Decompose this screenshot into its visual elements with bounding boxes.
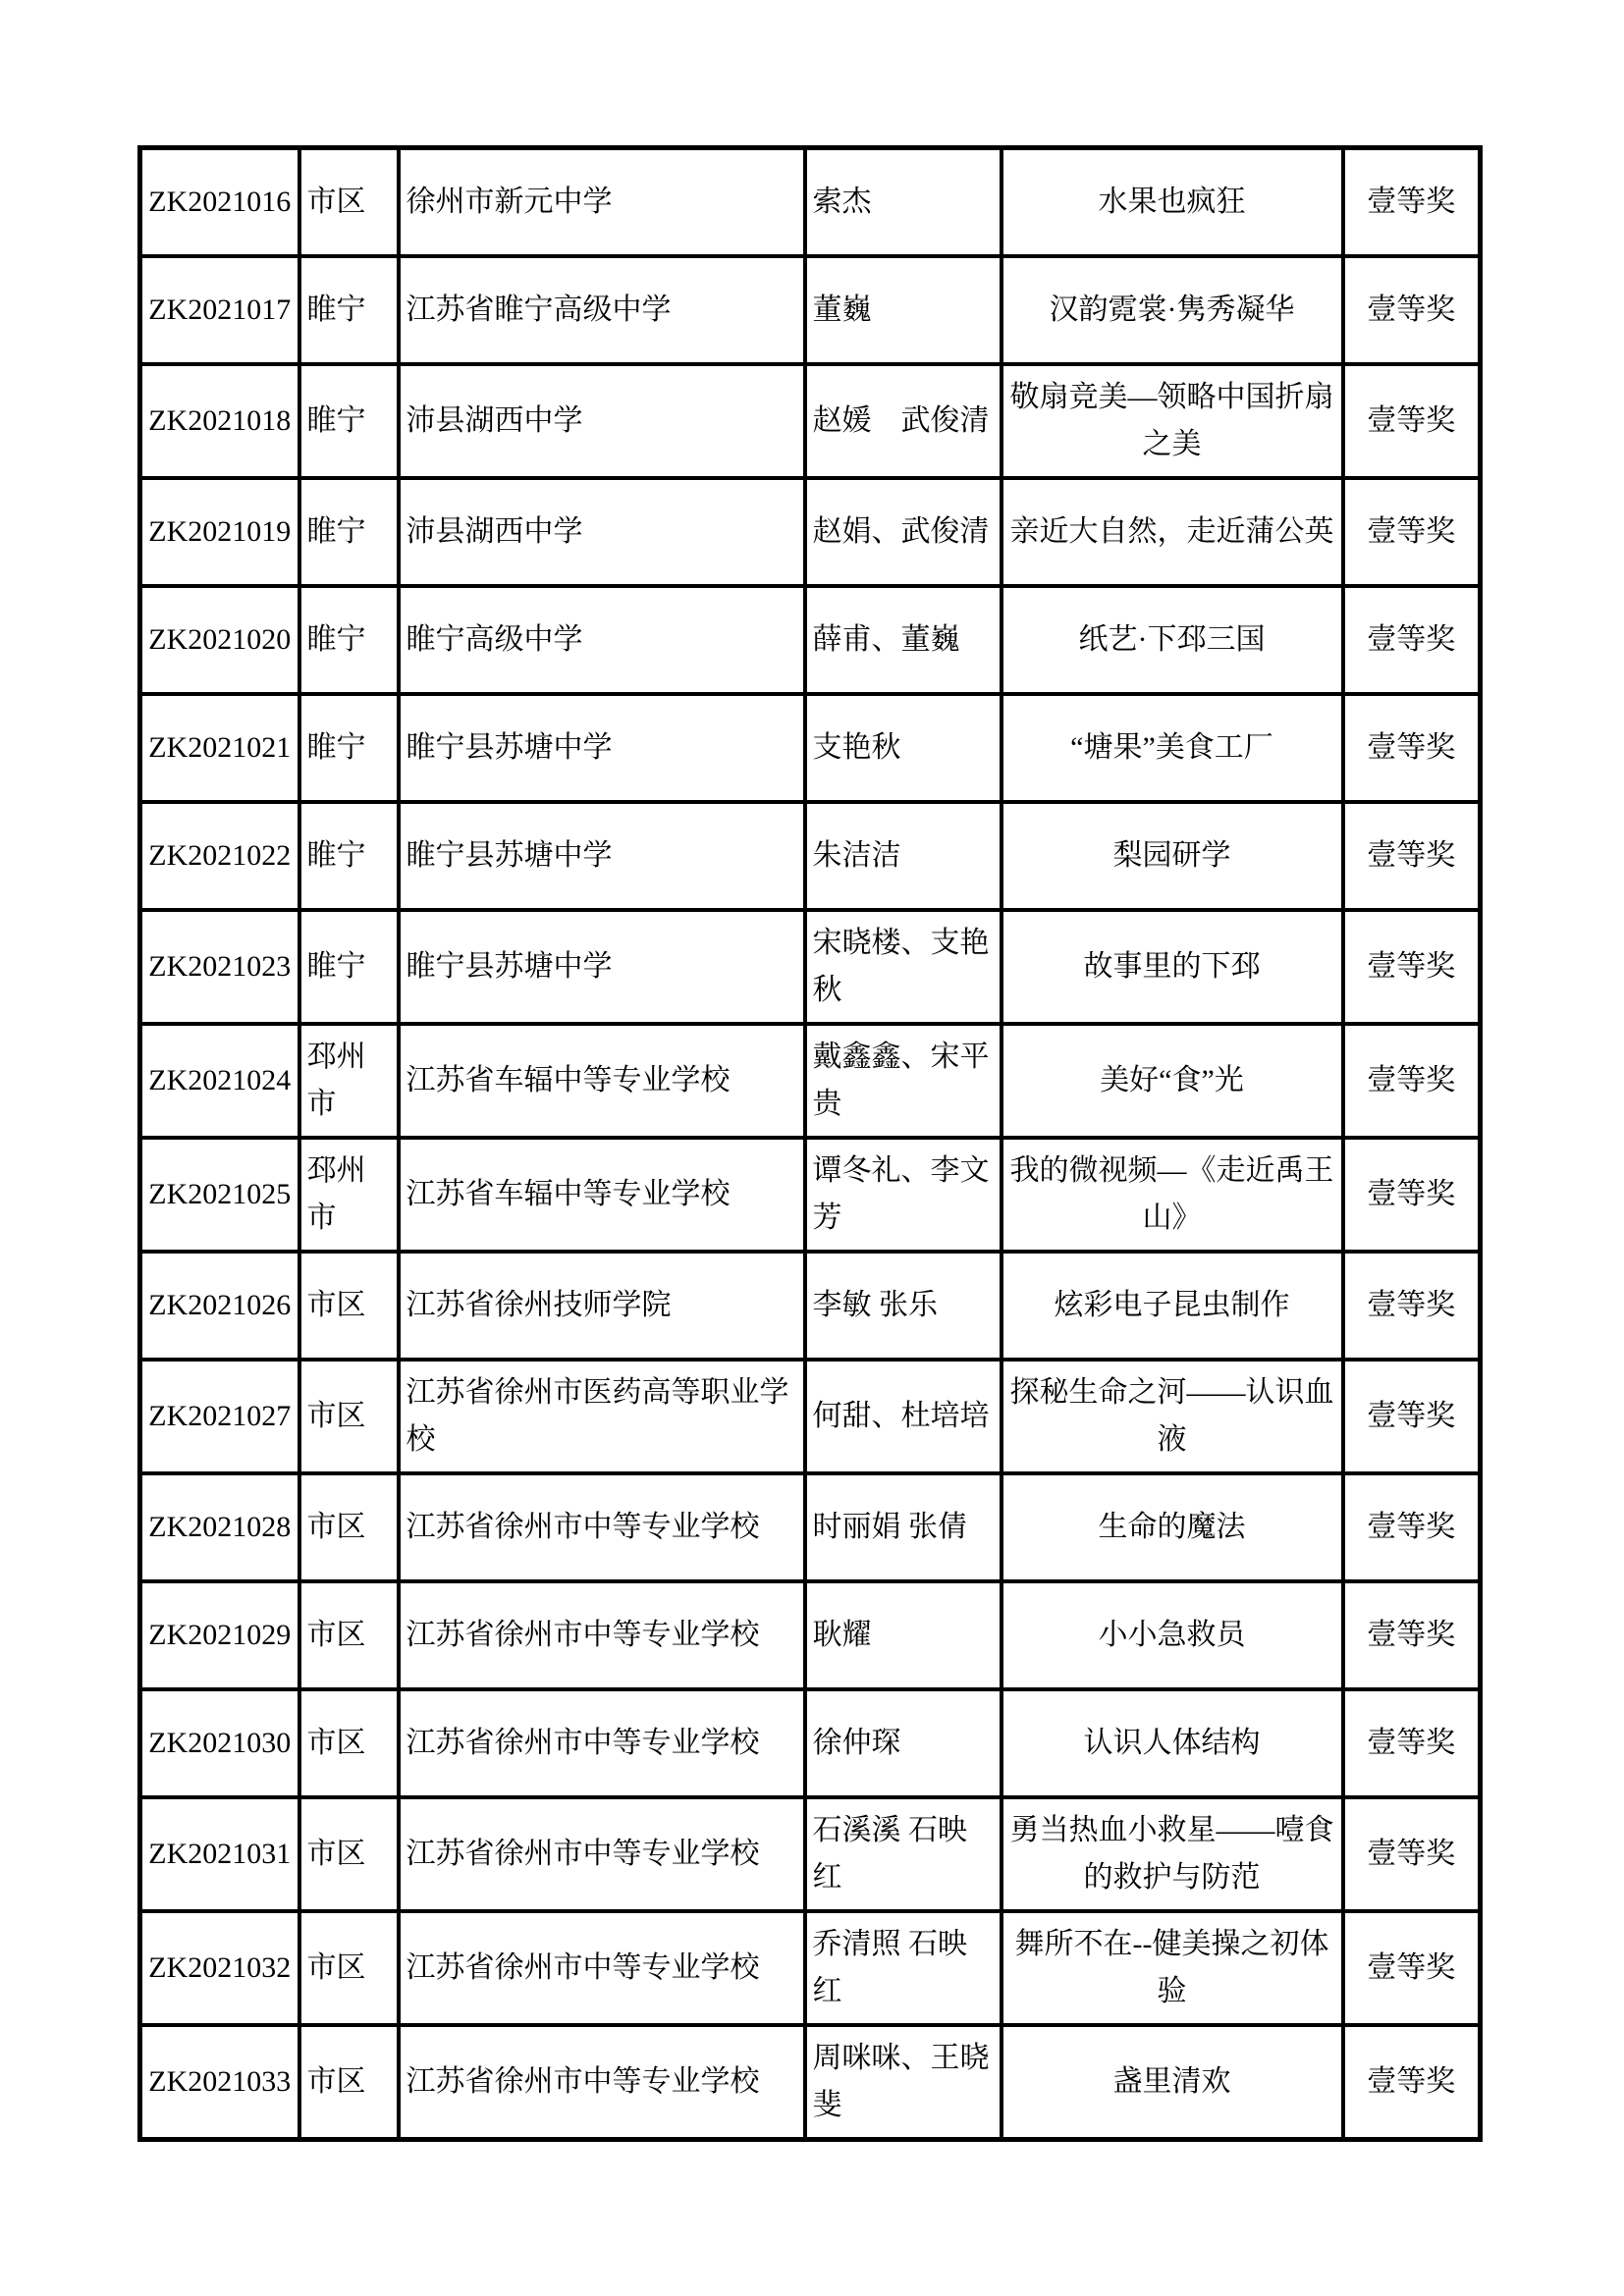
cell-id: ZK2021030	[140, 1689, 299, 1797]
cell-title: 故事里的下邳	[1001, 910, 1343, 1024]
cell-id: ZK2021026	[140, 1252, 299, 1360]
cell-school: 江苏省徐州市中等专业学校	[399, 2025, 805, 2140]
cell-district: 睢宁	[299, 256, 399, 364]
cell-award: 壹等奖	[1343, 1689, 1481, 1797]
cell-school: 睢宁高级中学	[399, 586, 805, 694]
cell-school: 江苏省车辐中等专业学校	[399, 1024, 805, 1138]
table-row	[140, 478, 1481, 586]
cell-title: 美好“食”光	[1001, 1024, 1343, 1138]
table-row	[140, 1473, 1481, 1581]
cell-school: 睢宁县苏塘中学	[399, 694, 805, 802]
cell-school: 睢宁县苏塘中学	[399, 802, 805, 910]
cell-award: 壹等奖	[1343, 1581, 1481, 1689]
cell-id: ZK2021025	[140, 1138, 299, 1252]
cell-school: 江苏省徐州市中等专业学校	[399, 1581, 805, 1689]
cell-authors: 乔清照 石映红	[805, 1911, 1001, 2025]
cell-award: 壹等奖	[1343, 148, 1481, 256]
cell-district: 市区	[299, 148, 399, 256]
cell-school: 沛县湖西中学	[399, 364, 805, 478]
cell-award: 壹等奖	[1343, 802, 1481, 910]
cell-title: 纸艺·下邳三国	[1001, 586, 1343, 694]
cell-id: ZK2021019	[140, 478, 299, 586]
table-row	[140, 148, 1481, 256]
cell-award: 壹等奖	[1343, 1138, 1481, 1252]
table-row	[140, 2025, 1481, 2140]
cell-district: 睢宁	[299, 586, 399, 694]
cell-district: 市区	[299, 1473, 399, 1581]
cell-authors: 赵媛 武俊清	[805, 364, 1001, 478]
cell-authors: 何甜、杜培培	[805, 1360, 1001, 1473]
awards-table	[137, 145, 1483, 2142]
cell-title: 汉韵霓裳·隽秀凝华	[1001, 256, 1343, 364]
cell-district: 市区	[299, 1911, 399, 2025]
cell-authors: 时丽娟 张倩	[805, 1473, 1001, 1581]
cell-district: 邳州市	[299, 1138, 399, 1252]
cell-authors: 支艳秋	[805, 694, 1001, 802]
cell-school: 江苏省徐州市医药高等职业学校	[399, 1360, 805, 1473]
cell-award: 壹等奖	[1343, 2025, 1481, 2140]
cell-id: ZK2021028	[140, 1473, 299, 1581]
cell-authors: 李敏 张乐	[805, 1252, 1001, 1360]
cell-district: 邳州市	[299, 1024, 399, 1138]
cell-title: 舞所不在--健美操之初体验	[1001, 1911, 1343, 2025]
cell-school: 江苏省徐州技师学院	[399, 1252, 805, 1360]
cell-id: ZK2021016	[140, 148, 299, 256]
cell-district: 睢宁	[299, 478, 399, 586]
cell-title: 我的微视频—《走近禹王山》	[1001, 1138, 1343, 1252]
cell-district: 市区	[299, 1252, 399, 1360]
table-row	[140, 1689, 1481, 1797]
cell-title: 盏里清欢	[1001, 2025, 1343, 2140]
cell-authors: 徐仲琛	[805, 1689, 1001, 1797]
cell-authors: 宋晓楼、支艳秋	[805, 910, 1001, 1024]
cell-id: ZK2021033	[140, 2025, 299, 2140]
cell-award: 壹等奖	[1343, 1911, 1481, 2025]
table-row	[140, 694, 1481, 802]
cell-school: 江苏省睢宁高级中学	[399, 256, 805, 364]
cell-title: 勇当热血小救星——噎食的救护与防范	[1001, 1797, 1343, 1911]
table-row	[140, 586, 1481, 694]
cell-district: 市区	[299, 1689, 399, 1797]
cell-title: 探秘生命之河——认识血液	[1001, 1360, 1343, 1473]
table-row	[140, 364, 1481, 478]
cell-school: 江苏省徐州市中等专业学校	[399, 1911, 805, 2025]
cell-award: 壹等奖	[1343, 1024, 1481, 1138]
cell-title: 亲近大自然，走近蒲公英	[1001, 478, 1343, 586]
cell-award: 壹等奖	[1343, 1252, 1481, 1360]
cell-title: 敬扇竞美—领略中国折扇之美	[1001, 364, 1343, 478]
table-row	[140, 1024, 1481, 1138]
cell-authors: 周咪咪、王晓斐	[805, 2025, 1001, 2140]
table-row	[140, 256, 1481, 364]
cell-id: ZK2021021	[140, 694, 299, 802]
table-row	[140, 1138, 1481, 1252]
table-row	[140, 1581, 1481, 1689]
cell-district: 睢宁	[299, 694, 399, 802]
cell-school: 江苏省徐州市中等专业学校	[399, 1473, 805, 1581]
cell-id: ZK2021029	[140, 1581, 299, 1689]
cell-id: ZK2021032	[140, 1911, 299, 2025]
cell-school: 睢宁县苏塘中学	[399, 910, 805, 1024]
awards-table-body	[140, 148, 1481, 2140]
cell-id: ZK2021024	[140, 1024, 299, 1138]
cell-district: 睢宁	[299, 910, 399, 1024]
cell-title: 生命的魔法	[1001, 1473, 1343, 1581]
cell-authors: 董巍	[805, 256, 1001, 364]
cell-authors: 石溪溪 石映红	[805, 1797, 1001, 1911]
cell-award: 壹等奖	[1343, 1473, 1481, 1581]
cell-award: 壹等奖	[1343, 586, 1481, 694]
cell-award: 壹等奖	[1343, 910, 1481, 1024]
cell-id: ZK2021023	[140, 910, 299, 1024]
cell-id: ZK2021020	[140, 586, 299, 694]
cell-school: 江苏省徐州市中等专业学校	[399, 1797, 805, 1911]
cell-award: 壹等奖	[1343, 478, 1481, 586]
cell-award: 壹等奖	[1343, 364, 1481, 478]
cell-authors: 耿耀	[805, 1581, 1001, 1689]
cell-school: 江苏省车辐中等专业学校	[399, 1138, 805, 1252]
cell-id: ZK2021018	[140, 364, 299, 478]
cell-id: ZK2021022	[140, 802, 299, 910]
cell-title: 认识人体结构	[1001, 1689, 1343, 1797]
cell-award: 壹等奖	[1343, 694, 1481, 802]
cell-district: 睢宁	[299, 802, 399, 910]
cell-award: 壹等奖	[1343, 1360, 1481, 1473]
cell-district: 市区	[299, 1581, 399, 1689]
cell-district: 睢宁	[299, 364, 399, 478]
cell-authors: 戴鑫鑫、宋平贵	[805, 1024, 1001, 1138]
table-row	[140, 802, 1481, 910]
cell-id: ZK2021031	[140, 1797, 299, 1911]
cell-school: 沛县湖西中学	[399, 478, 805, 586]
table-row	[140, 1360, 1481, 1473]
cell-id: ZK2021017	[140, 256, 299, 364]
cell-authors: 赵娟、武俊清	[805, 478, 1001, 586]
cell-district: 市区	[299, 1797, 399, 1911]
cell-authors: 索杰	[805, 148, 1001, 256]
cell-authors: 谭冬礼、李文芳	[805, 1138, 1001, 1252]
cell-title: 梨园研学	[1001, 802, 1343, 910]
cell-title: 炫彩电子昆虫制作	[1001, 1252, 1343, 1360]
table-row	[140, 1797, 1481, 1911]
cell-award: 壹等奖	[1343, 1797, 1481, 1911]
cell-title: 小小急救员	[1001, 1581, 1343, 1689]
cell-school: 徐州市新元中学	[399, 148, 805, 256]
cell-district: 市区	[299, 1360, 399, 1473]
table-row	[140, 1911, 1481, 2025]
cell-district: 市区	[299, 2025, 399, 2140]
cell-id: ZK2021027	[140, 1360, 299, 1473]
cell-authors: 朱洁洁	[805, 802, 1001, 910]
cell-title: “塘果”美食工厂	[1001, 694, 1343, 802]
cell-title: 水果也疯狂	[1001, 148, 1343, 256]
table-row	[140, 1252, 1481, 1360]
cell-award: 壹等奖	[1343, 256, 1481, 364]
cell-school: 江苏省徐州市中等专业学校	[399, 1689, 805, 1797]
cell-authors: 薛甫、董巍	[805, 586, 1001, 694]
table-row	[140, 910, 1481, 1024]
